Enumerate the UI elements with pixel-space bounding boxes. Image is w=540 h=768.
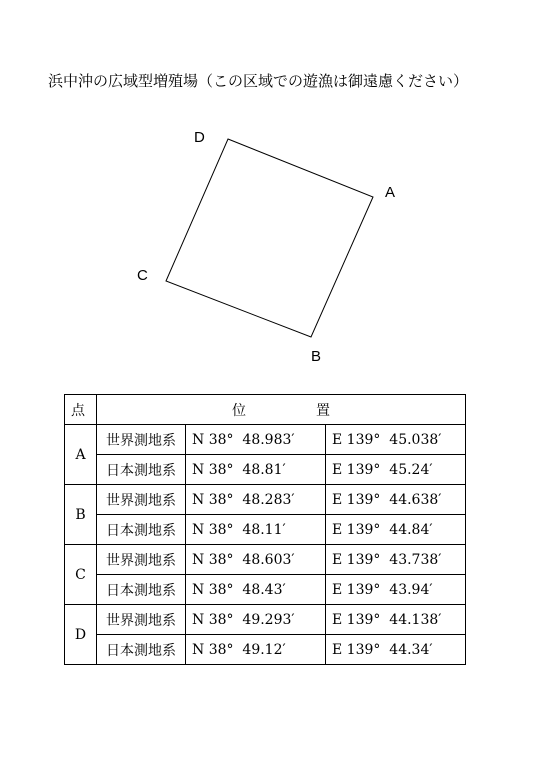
area-quadrilateral [166,139,373,337]
latitude: N 38° 48.603′ [186,545,326,575]
longitude: E 139° 45.038′ [326,425,466,455]
datum-system: 日本測地系 [97,575,186,605]
table-row [65,485,466,515]
datum-system: 日本測地系 [97,635,186,665]
latitude: N 38° 48.283′ [186,485,326,515]
datum-system: 世界測地系 [97,605,186,635]
header-position: 位 置 [97,395,466,425]
table-row [65,545,466,575]
datum-system: 世界測地系 [97,485,186,515]
longitude: E 139° 43.738′ [326,545,466,575]
header-point: 点 [65,395,97,425]
datum-system: 世界測地系 [97,545,186,575]
table-row [65,515,466,545]
datum-system: 世界測地系 [97,425,186,455]
datum-system: 日本測地系 [97,455,186,485]
table-header-row [65,395,466,425]
table-row [65,635,466,665]
longitude: E 139° 44.34′ [326,635,466,665]
datum-system: 日本測地系 [97,515,186,545]
latitude: N 38° 49.293′ [186,605,326,635]
position-table [64,394,466,665]
latitude: N 38° 48.43′ [186,575,326,605]
vertex-label-b: B [311,348,322,365]
point-label: D [65,605,97,665]
longitude: E 139° 45.24′ [326,455,466,485]
table-row [65,575,466,605]
latitude: N 38° 48.983′ [186,425,326,455]
longitude: E 139° 44.638′ [326,485,466,515]
area-diagram [0,0,540,380]
longitude: E 139° 44.138′ [326,605,466,635]
point-label: B [65,485,97,545]
point-label: C [65,545,97,605]
longitude: E 139° 43.94′ [326,575,466,605]
table-row [65,605,466,635]
latitude: N 38° 49.12′ [186,635,326,665]
table-row [65,425,466,455]
latitude: N 38° 48.81′ [186,455,326,485]
vertex-label-a: A [385,184,396,201]
page-title: 浜中沖の広域型増殖場（この区域での遊漁は御遠慮ください） [48,72,469,90]
point-label: A [65,425,97,485]
latitude: N 38° 48.11′ [186,515,326,545]
vertex-label-c: C [137,267,148,284]
table-row [65,455,466,485]
vertex-label-d: D [194,129,205,146]
longitude: E 139° 44.84′ [326,515,466,545]
